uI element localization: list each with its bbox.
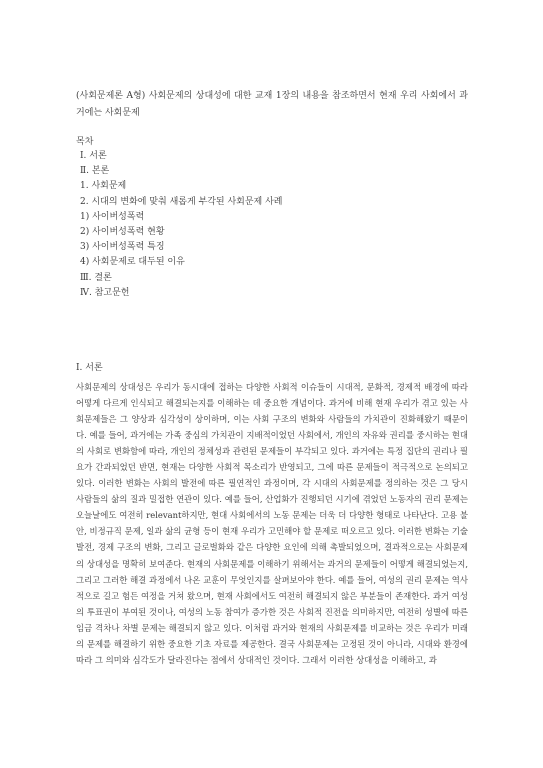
toc-heading: 목차	[76, 137, 94, 147]
toc-item-new-social-problem-case: 2. 시대의 변화에 맞춰 새롭게 부각된 사회문제 사례	[80, 196, 283, 207]
toc-item-reasons: 4) 사회문제로 대두된 이유	[80, 257, 185, 268]
toc-item-body: Ⅱ. 본론	[80, 166, 110, 177]
toc-item-cyber-sexual-violence: 1) 사이버성폭력	[80, 211, 145, 222]
toc-item-conclusion: Ⅲ. 결론	[80, 272, 112, 283]
section-heading-intro: Ⅰ. 서론	[76, 363, 103, 373]
toc-item-cyber-status: 2) 사이버성폭력 현황	[80, 227, 165, 238]
toc-item-cyber-features: 3) 사이버성폭력 특징	[80, 242, 165, 253]
intro-paragraph: 사회문제의 상대성은 우리가 동시대에 접하는 다양한 사회적 이슈들이 시대적, 문화적, 경제적 배경에 따라 어떻게 다르게 인식되고 해결되는지를 이해하는 데 중요한 개념이다. 과거에 비해 현재 우리가 겪고 있는 사회문제들은 그 양상과 심각성이 상이하며, 이는 사회 구조의 변화와 사람들의 가치관이 진화해왔기 때문이다. 예를 들어, 과거에는 가족 중심의 가치관이 지배적이었던 사회에서, 개인의 자유와 권리를 중시하는 현대의 사회로 변화함에 따라, 개인의 정체성과 관련된 문제들이 부각되고 있다. 과거에는 특정 집단의 권리나 필요가 간과되었던 반면, 현재는 다양한 사회적 목소리가 반영되고, 그에 따른 문제들이 적극적으로 논의되고 있다. 이러한 변화는 사회의 발전에 따른 필연적인 과정이며, 각 시대의 사회문제를 정의하는 것은 그 당시 사람들의 삶의 질과 밀접한 연관이 있다. 예를 들어, 산업화가 진행되던 시기에 겪었던 노동자의 권리 문제는 오늘날에도 여전히 relevant하지만, 현대 사회에서의 노동 문제는 더욱 더 다양한 형태로 나타난다. 고용 불안, 비정규직 문제, 일과 삶의 균형 등이 현재 우리가 고민해야 할 문제로 떠오르고 있다. 이러한 변화는 기술 발전, 경제 구조의 변화, 그리고 글로벌화와 같은 다양한 요인에 의해 촉발되었으며, 결과적으로는 사회문제의 상대성을 명확히 보여준다. 현재의 사회문제를 이해하기 위해서는 과거의 문제들이 어떻게 해결되었는지, 그리고 그러한 해결 과정에서 나온 교훈이 무엇인지를 살펴보아야 한다. 예를 들어, 여성의 권리 문제는 역사적으로 길고 험든 여정을 거쳐 왔으며, 현재 사회에서도 여전히 해결되지 않은 부분들이 존재한다. 과거 여성의 투표권이 부여된 것이나, 여성의 노동 참여가 증가한 것은 사회적 진전을 의미하지만, 여전히 성별에 따른 임금 격차나 차별 문제는 해결되지 않고 있다. 이처럼 과거와 현재의 사회문제를 비교하는 것은 우리가 미래의 문제를 해결하기 위한 중요한 기초 자료를 제공한다. 결국 사회문제는 고정된 것이 아니라, 시대와 환경에 따라 그 의미와 심각도가 달라진다는 점에서 상대적인 것이다. 그래서 이러한 상대성을 이해하고, 과	[76, 382, 468, 665]
toc-item-social-problem: 1. 사회문제	[80, 181, 127, 192]
toc-item-references: Ⅳ. 참고문헌	[80, 287, 130, 298]
toc-item-intro: Ⅰ. 서론	[80, 151, 107, 161]
document-title: (사회문제론 A형) 사회문제의 상대성에 대한 교재 1장의 내용을 참조하면서 현재 우리 사회에서 과거에는 사회문제	[76, 91, 468, 118]
table-of-contents	[80, 149, 283, 301]
